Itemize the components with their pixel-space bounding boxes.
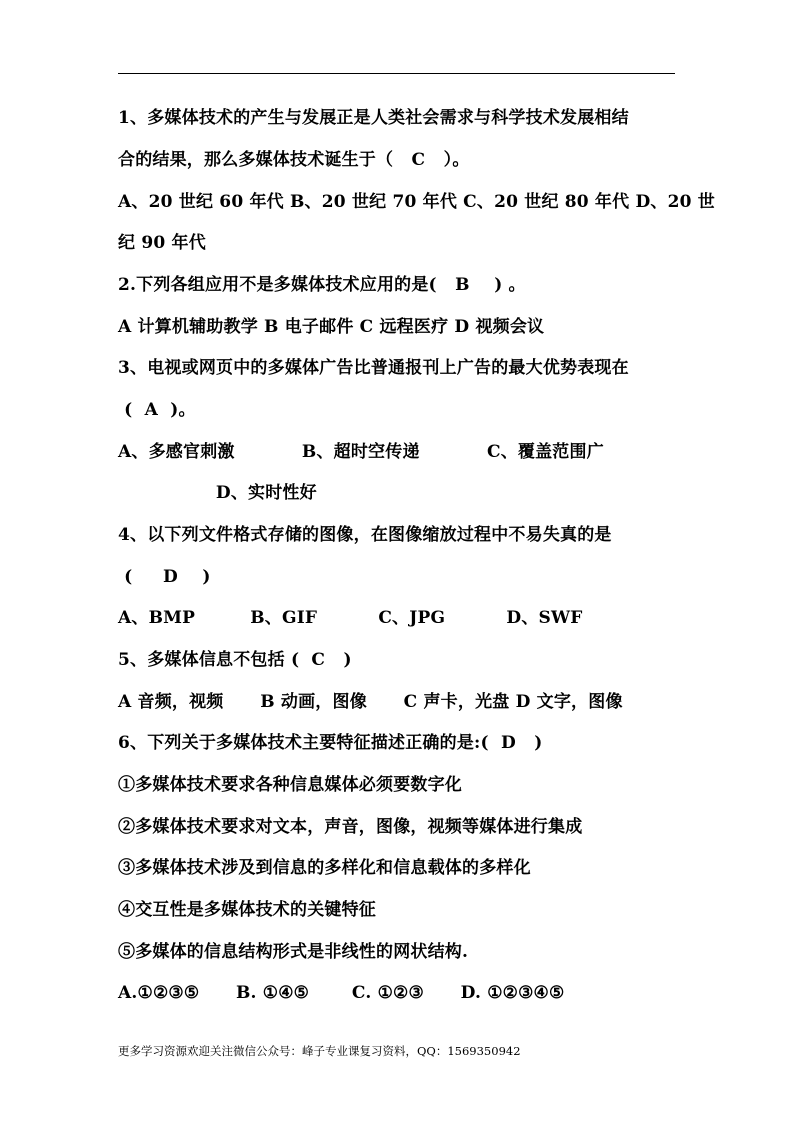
q1-stem-line1: 1、多媒体技术的产生与发展正是人类社会需求与科学技术发展相结	[118, 108, 629, 128]
q6-statement-4: ④交互性是多媒体技术的关键特征	[118, 900, 376, 920]
q3-options-line1: A、多感官刺激 B、超时空传递 C、覆盖范围广	[118, 442, 604, 462]
q1-options-line2: 纪 90 年代	[118, 233, 206, 253]
q3-options-line2: D、实时性好	[118, 483, 317, 503]
q3-stem-line2: ( A )。	[118, 400, 196, 420]
q1-options-line1: A、20 世纪 60 年代 B、20 世纪 70 年代 C、20 世纪 80 年代 D、20 世	[118, 192, 715, 212]
q6-statement-2: ②多媒体技术要求对文本，声音，图像，视频等媒体进行集成	[118, 817, 583, 837]
q1-stem-line2: 合的结果，那么多媒体技术诞生于（ C ）。	[118, 150, 470, 170]
q5-stem: 5、多媒体信息不包括 ( C )	[118, 650, 352, 670]
q6-statement-3: ③多媒体技术涉及到信息的多样化和信息载体的多样化	[118, 858, 531, 878]
q4-stem-line2: ( D )	[118, 567, 211, 587]
q4-stem-line1: 4、以下列文件格式存储的图像，在图像缩放过程中不易失真的是	[118, 525, 612, 545]
q4-options: A、BMP B、GIF C、JPG D、SWF	[118, 608, 583, 628]
q6-statement-1: ①多媒体技术要求各种信息媒体必须要数字化	[118, 775, 462, 795]
header-rule	[118, 73, 675, 74]
footer-note: 更多学习资源欢迎关注微信公众号：峰子专业课复习资料，QQ：1569350942	[118, 1044, 521, 1058]
q2-options: A 计算机辅助教学 B 电子邮件 C 远程医疗 D 视频会议	[118, 317, 545, 337]
q6-options: A.①②③⑤ B. ①④⑤ C. ①②③ D. ①②③④⑤	[118, 983, 565, 1003]
q3-stem-line1: 3、电视或网页中的多媒体广告比普通报刊上广告的最大优势表现在	[118, 358, 629, 378]
q6-statement-5: ⑤多媒体的信息结构形式是非线性的网状结构.	[118, 942, 469, 962]
q5-options: A 音频，视频 B 动画，图像 C 声卡，光盘 D 文字，图像	[118, 692, 623, 712]
q6-stem: 6、下列关于多媒体技术主要特征描述正确的是:( D )	[118, 733, 543, 753]
q2-stem: 2.下列各组应用不是多媒体技术应用的是( B ) 。	[118, 275, 526, 295]
